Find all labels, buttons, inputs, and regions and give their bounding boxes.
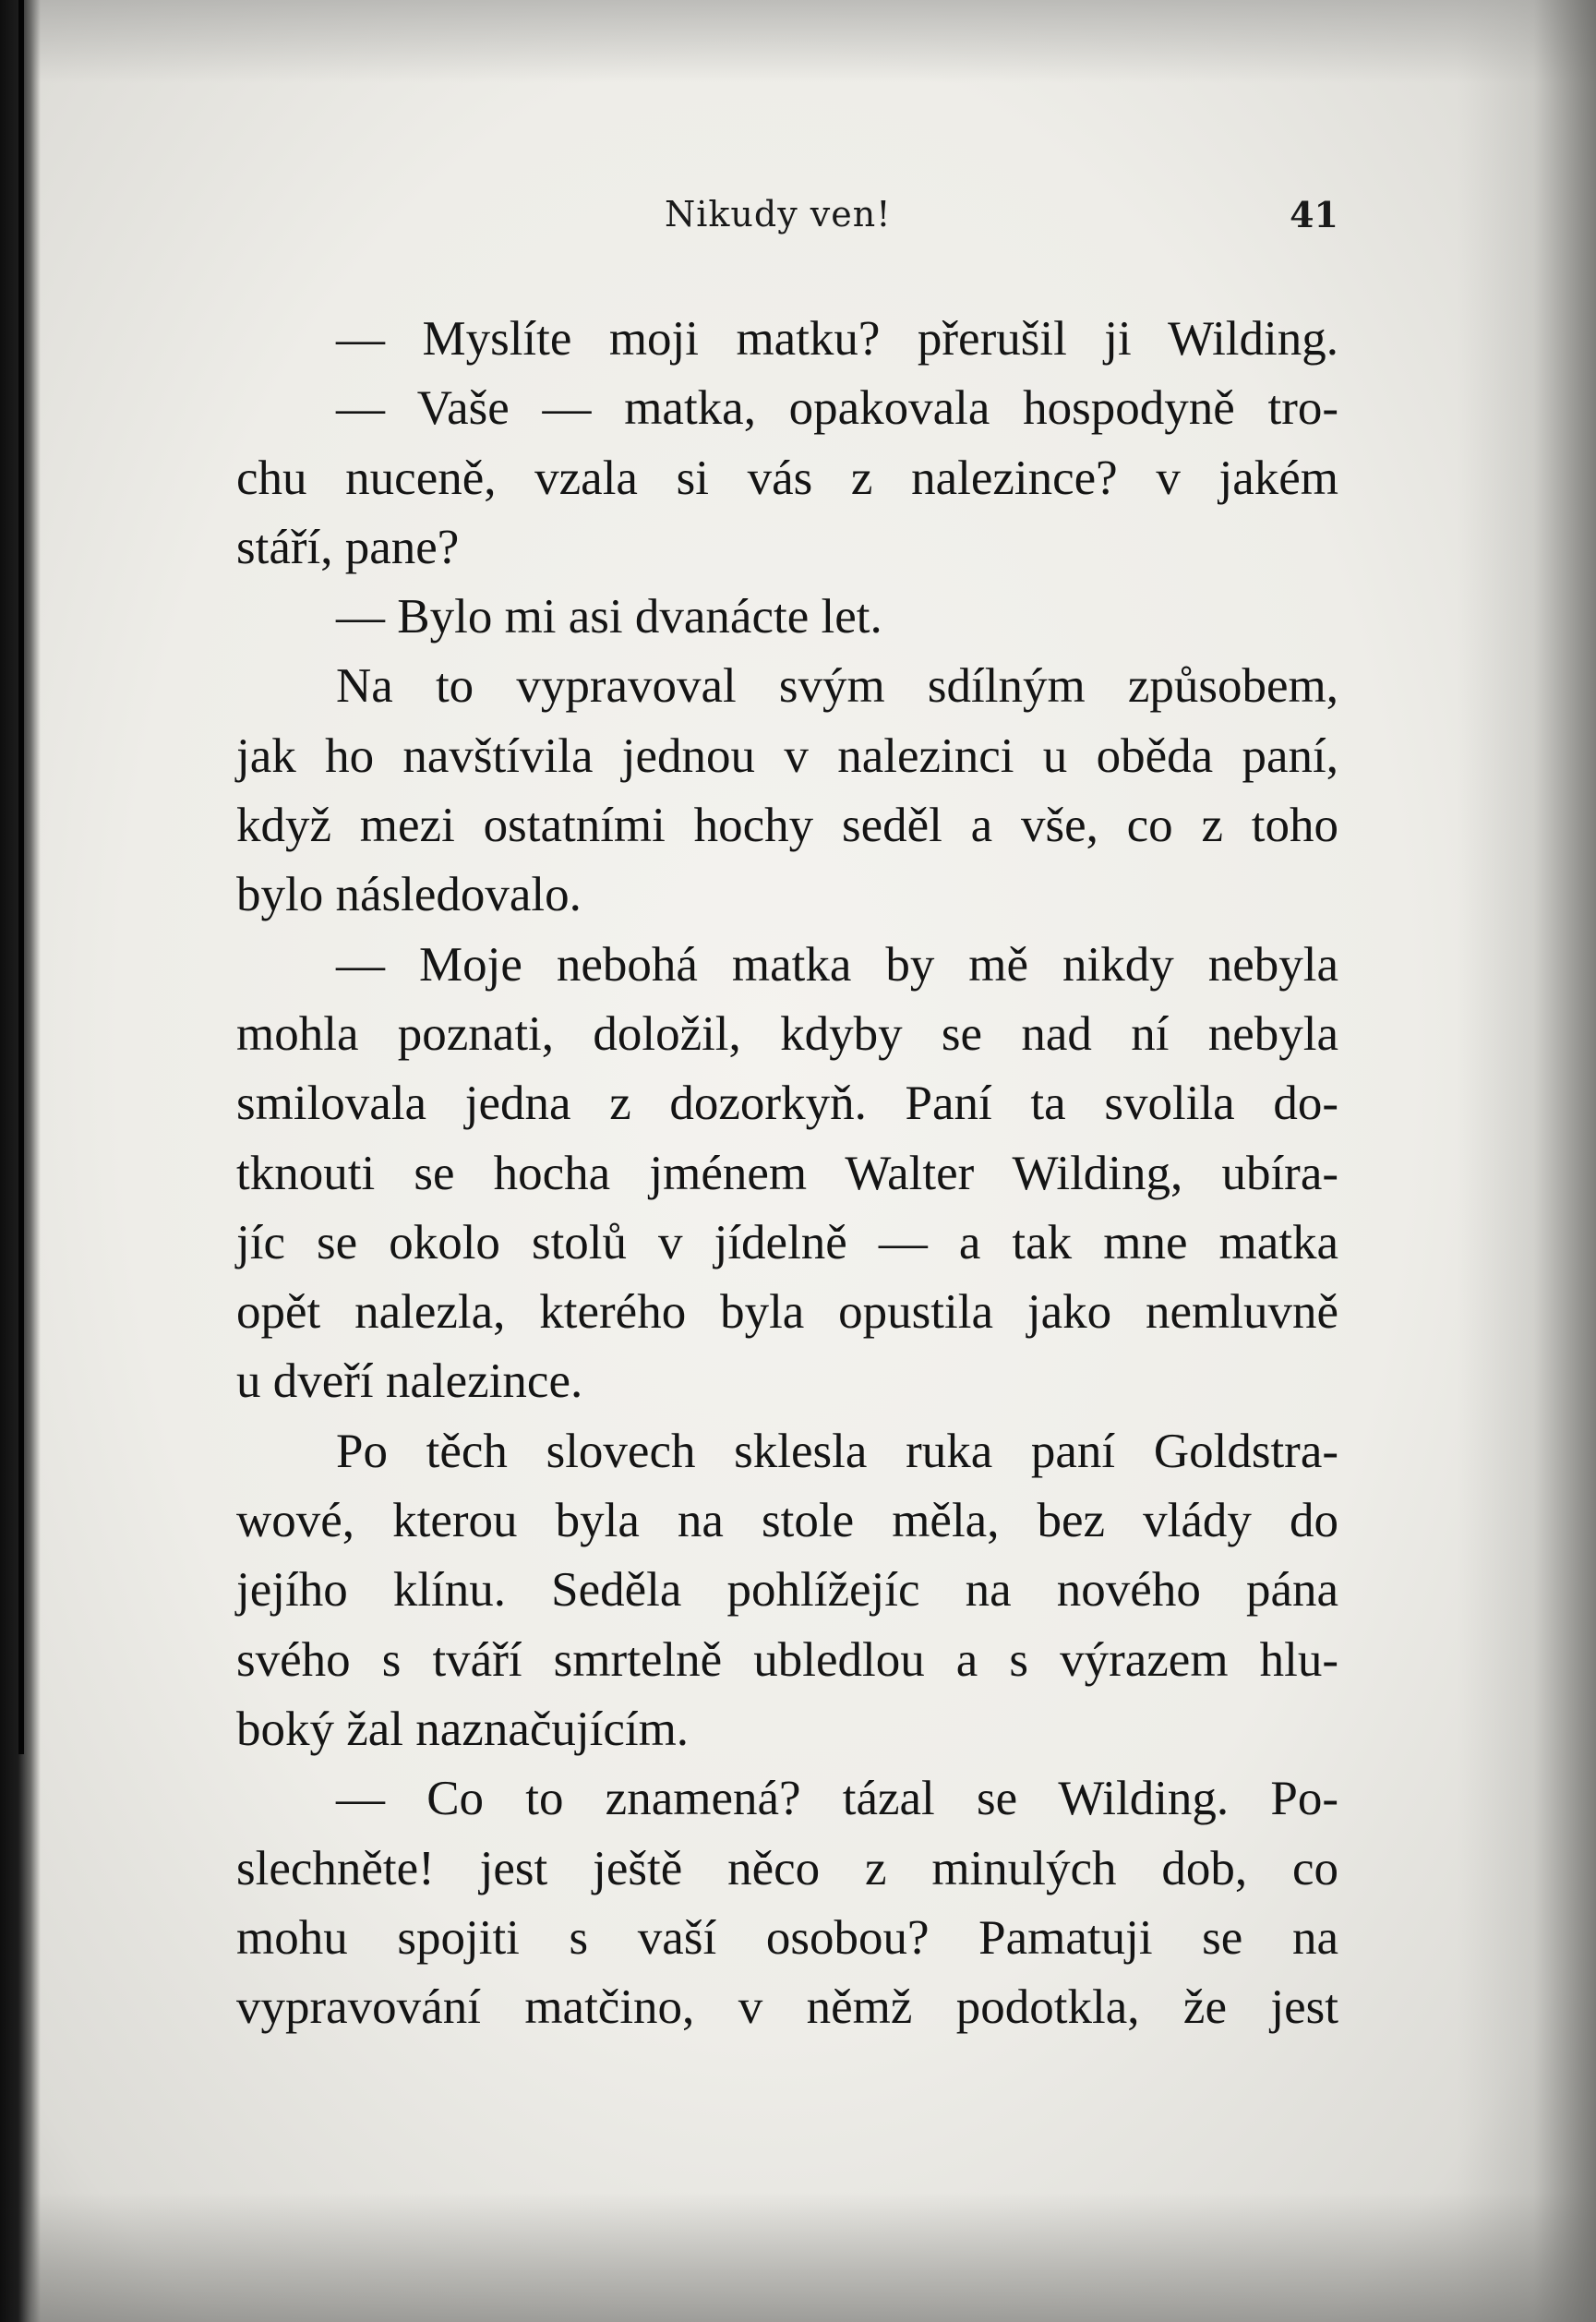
text-line: — Myslíte moji matku? přerušil ji Wilding. xyxy=(336,312,1338,366)
running-title: Nikudy ven! xyxy=(665,194,892,235)
text-line: boký žal naznačujícím. xyxy=(236,1702,690,1756)
page-header xyxy=(236,194,1338,249)
top-edge-shadow xyxy=(0,0,1596,83)
text-line: když mezi ostatními hochy seděl a vše, co z toho xyxy=(236,799,1338,853)
text-line: chu nuceně, vzala si vás z nalezince? v jakém xyxy=(236,451,1338,505)
text-line: jejího klínu. Seděla pohlížejíc na nového pána xyxy=(236,1563,1338,1618)
text-line: opět nalezla, kterého byla opustila jako nemluvně xyxy=(236,1285,1338,1340)
text-line: tknouti se hocha jménem Walter Wilding, ubíra- xyxy=(236,1146,1338,1200)
bottom-edge-shadow xyxy=(0,2193,1596,2322)
text-line: — Bylo mi asi dvanácte let. xyxy=(336,590,882,644)
text-line: smilovala jedna z dozorkyň. Paní ta svolila do- xyxy=(236,1077,1338,1131)
text-line: slechněte! jest ještě něco z minulých dob, co xyxy=(236,1841,1338,1895)
text-line: jak ho navštívila jednou v nalezinci u oběda paní, xyxy=(236,728,1338,783)
text-line: u dveří nalezince. xyxy=(236,1354,583,1409)
text-line: bylo následovalo. xyxy=(236,868,582,922)
page-number: 41 xyxy=(1290,194,1338,235)
text-line: Po těch slovech sklesla ruka paní Goldstra- xyxy=(336,1424,1338,1478)
text-line: jíc se okolo stolů v jídelně — a tak mne matka xyxy=(236,1215,1338,1269)
text-line: mohla poznati, doložil, kdyby se nad ní nebyla xyxy=(236,1006,1338,1061)
text-line: Na to vypravoval svým sdílným způsobem, xyxy=(336,659,1338,714)
body-text xyxy=(236,305,1338,2042)
binding-edge-line xyxy=(18,0,24,1754)
text-line: svého s tváří smrtelně ubledlou a s výrazem hlu- xyxy=(236,1632,1338,1687)
text-line: wové, kterou byla na stole měla, bez vlády do xyxy=(236,1494,1338,1548)
text-line: — Vaše — matka, opakovala hospodyně tro- xyxy=(336,381,1338,436)
text-line: mohu spojiti s vaší osobou? Pamatuji se na xyxy=(236,1910,1338,1965)
text-line: vypravování matčino, v němž podotkla, že jest xyxy=(236,1980,1338,2035)
right-edge-shadow xyxy=(1458,0,1596,2322)
text-line: — Co to znamená? tázal se Wilding. Po- xyxy=(336,1772,1338,1826)
text-line: stáří, pane? xyxy=(236,520,460,574)
text-line: — Moje nebohá matka by mě nikdy nebyla xyxy=(336,937,1338,992)
